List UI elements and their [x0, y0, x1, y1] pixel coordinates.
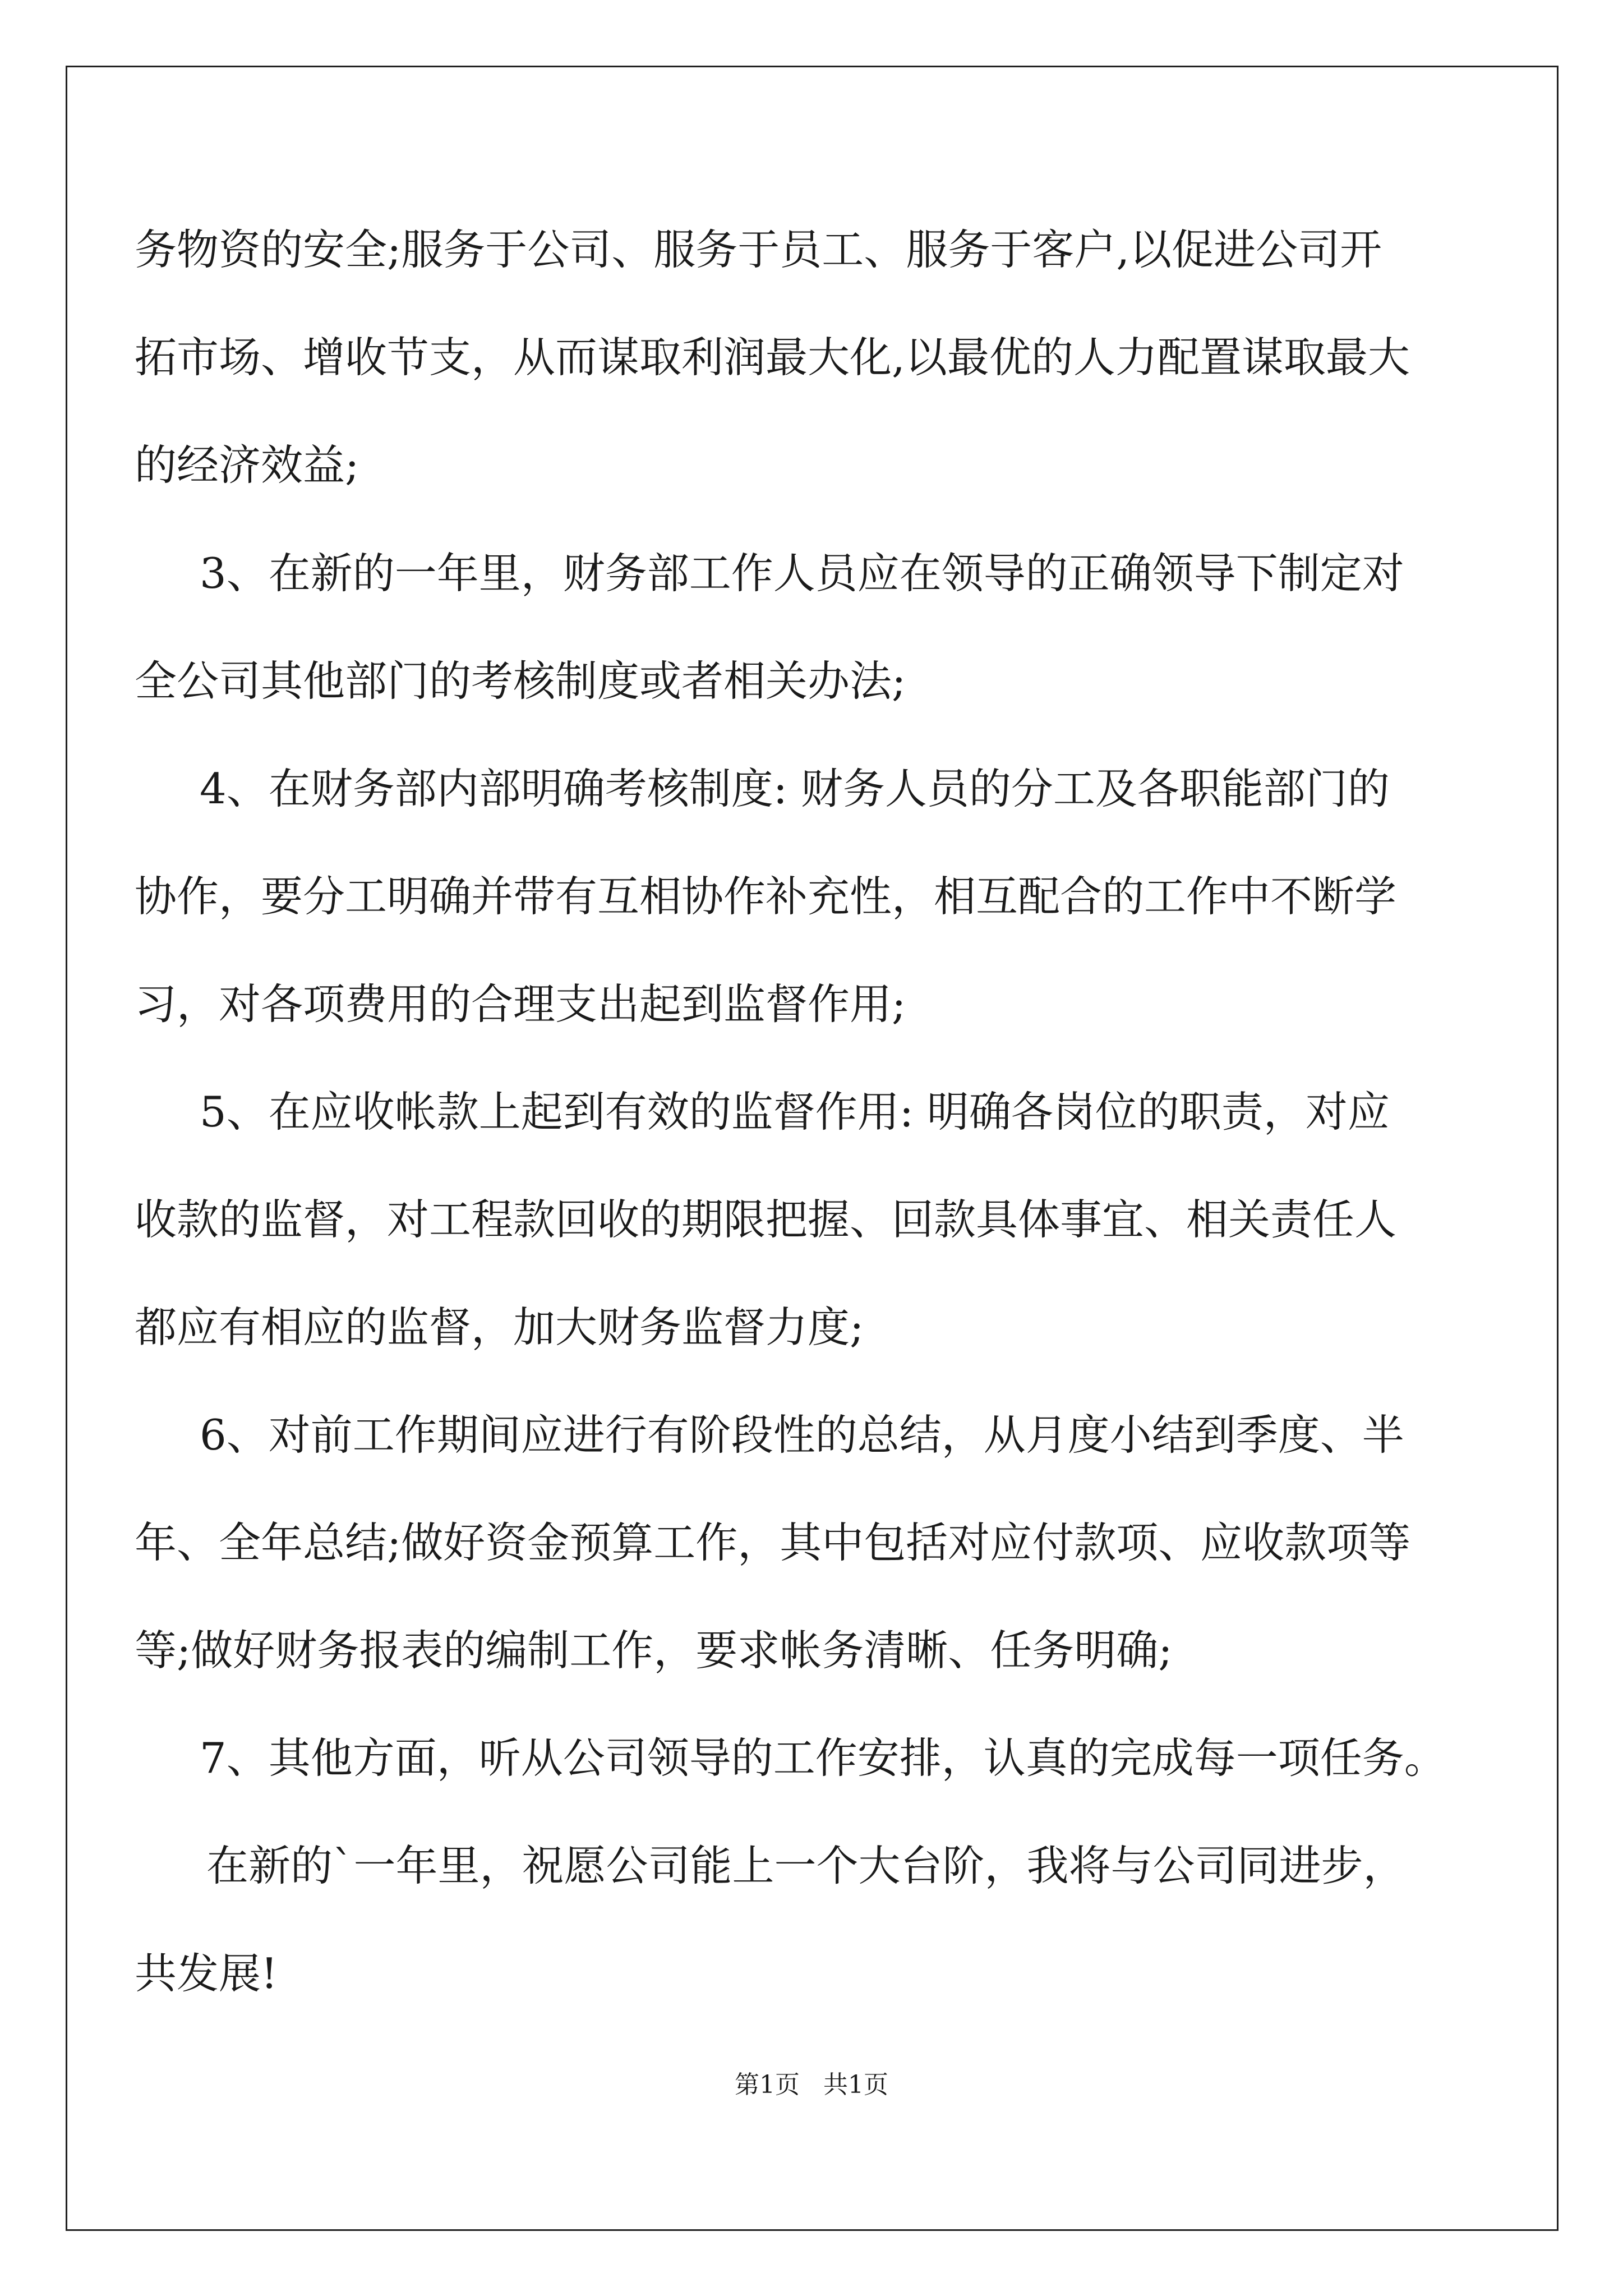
text-line: 收款的监督，对工程款回收的期限把握、回款具体事宜、相关责任人 [135, 1195, 1397, 1244]
paragraph-3-line: 3、在新的一年里，财务部工作人员应在领导的正确领导下制定对 [200, 549, 1404, 598]
text-line: 全公司其他部门的考核制度或者相关办法; [135, 656, 906, 706]
text-line: 拓市场、增收节支，从而谋取利润最大化,以最优的人力配置谋取最大 [135, 333, 1410, 382]
page-frame [66, 66, 1559, 2231]
paragraph-5-line: 5、在应收帐款上起到有效的监督作用: 明确各岗位的职责，对应 [200, 1087, 1390, 1137]
text-line: 年、全年总结;做好资金预算工作，其中包括对应付款项、应收款项等 [135, 1518, 1411, 1567]
text-line: 的经济效益; [135, 440, 359, 490]
text-line: 协作，要分工明确并带有互相协作补充性，相互配合的工作中不断学 [135, 872, 1397, 921]
text-line: 务物资的安全;服务于公司、服务于员工、服务于客户,以促进公司开 [135, 225, 1382, 274]
text-line: 等;做好财务报表的编制工作，要求帐务清晰、任务明确; [135, 1626, 1173, 1675]
paragraph-6-line: 6、对前工作期间应进行有阶段性的总结，从月度小结到季度、半 [200, 1410, 1404, 1460]
text-line: 共发展! [135, 1949, 278, 1998]
page-number: 第1页 共1页 [735, 2070, 888, 2099]
closing-paragraph-line: 在新的`一年里，祝愿公司能上一个大台阶，我将与公司同进步， [206, 1841, 1405, 1890]
paragraph-4-line: 4、在财务部内部明确考核制度: 财务人员的分工及各职能部门的 [200, 764, 1390, 813]
paragraph-7-line: 7、其他方面，听从公司领导的工作安排，认真的完成每一项任务。 [200, 1733, 1446, 1783]
text-line: 习，对各项费用的合理支出起到监督作用; [135, 979, 906, 1029]
text-line: 都应有相应的监督，加大财务监督力度; [135, 1303, 864, 1352]
